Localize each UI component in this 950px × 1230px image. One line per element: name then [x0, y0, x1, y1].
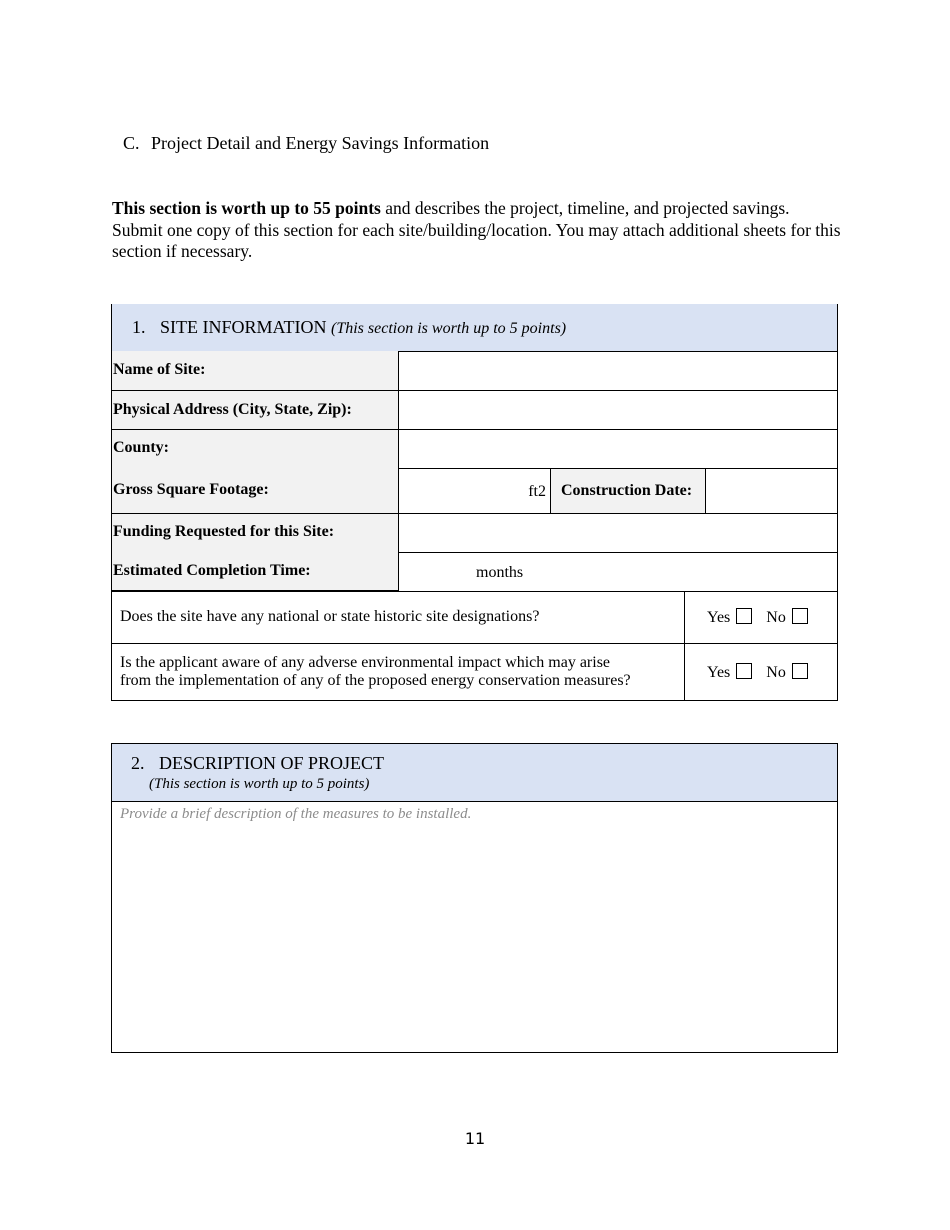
label-column: [111, 351, 399, 591]
environmental-question-line1: Is the applicant aware of any adverse environmental impact which may arise: [120, 654, 611, 671]
environmental-no-checkbox[interactable]: [792, 663, 808, 679]
county-input[interactable]: [398, 429, 838, 469]
divider: [111, 390, 399, 391]
estimated-completion-input[interactable]: [398, 552, 838, 592]
historic-no-checkbox[interactable]: [792, 608, 808, 624]
name-of-site-label: Name of Site:: [113, 361, 206, 378]
environmental-yes-checkbox[interactable]: [736, 663, 752, 679]
project-desc-number: 2.: [131, 753, 145, 773]
divider: [111, 513, 399, 514]
gross-square-footage-label: Gross Square Footage:: [113, 481, 269, 498]
section-c-letter: C.: [123, 133, 140, 153]
environmental-no-label: No: [766, 664, 786, 681]
physical-address-label: Physical Address (City, State, Zip):: [113, 401, 352, 418]
environmental-impact-question: [111, 643, 685, 701]
historic-designation-question: [111, 591, 685, 644]
historic-question-text: Does the site have any national or state historic site designations?: [120, 608, 540, 625]
intro-bold: This section is worth up to 55 points: [112, 198, 381, 218]
divider: [111, 429, 399, 430]
sqft-unit: ft2: [528, 483, 546, 500]
construction-date-input[interactable]: [705, 468, 838, 514]
site-info-title: SITE INFORMATION: [160, 317, 327, 337]
project-description-input[interactable]: [111, 801, 838, 1053]
construction-date-label: Construction Date:: [561, 482, 693, 499]
project-desc-title: DESCRIPTION OF PROJECT: [159, 753, 385, 773]
name-of-site-input[interactable]: [398, 351, 838, 391]
physical-address-input[interactable]: [398, 390, 838, 430]
gross-square-footage-input[interactable]: [398, 468, 551, 514]
section-c-heading: [123, 133, 489, 154]
construction-date-label-cell: [550, 468, 706, 514]
completion-unit: months: [476, 564, 524, 581]
environmental-question-line2: from the implementation of any of the proposed energy conservation measures?: [120, 672, 631, 689]
project-description-placeholder: Provide a brief description of the measures to be installed.: [120, 806, 472, 822]
site-information-header: [111, 304, 838, 352]
page-number: 11: [464, 1129, 486, 1148]
county-label: County:: [113, 439, 170, 456]
site-info-note: (This section is worth up to 5 points): [331, 320, 567, 337]
project-desc-note: (This section is worth up to 5 points): [149, 776, 370, 792]
section-c-title: Project Detail and Energy Savings Information: [151, 133, 490, 153]
historic-yes-checkbox[interactable]: [736, 608, 752, 624]
intro-paragraph: [112, 198, 842, 263]
historic-yes-label: Yes: [707, 609, 731, 626]
estimated-completion-label: Estimated Completion Time:: [113, 562, 311, 579]
historic-no-label: No: [766, 609, 786, 626]
historic-answer-cell: [684, 591, 838, 644]
funding-requested-input[interactable]: [398, 513, 838, 553]
funding-requested-label: Funding Requested for this Site:: [113, 523, 335, 540]
site-info-number: 1.: [132, 317, 146, 337]
environmental-answer-cell: [684, 643, 838, 701]
environmental-yes-label: Yes: [707, 664, 731, 681]
project-description-header: [111, 743, 838, 802]
intro-text: and describes the project, timeline, and projected savings. Submit one copy of this section for each site/building/location. You may attach additional sheets for this section if necessary.: [112, 198, 841, 261]
